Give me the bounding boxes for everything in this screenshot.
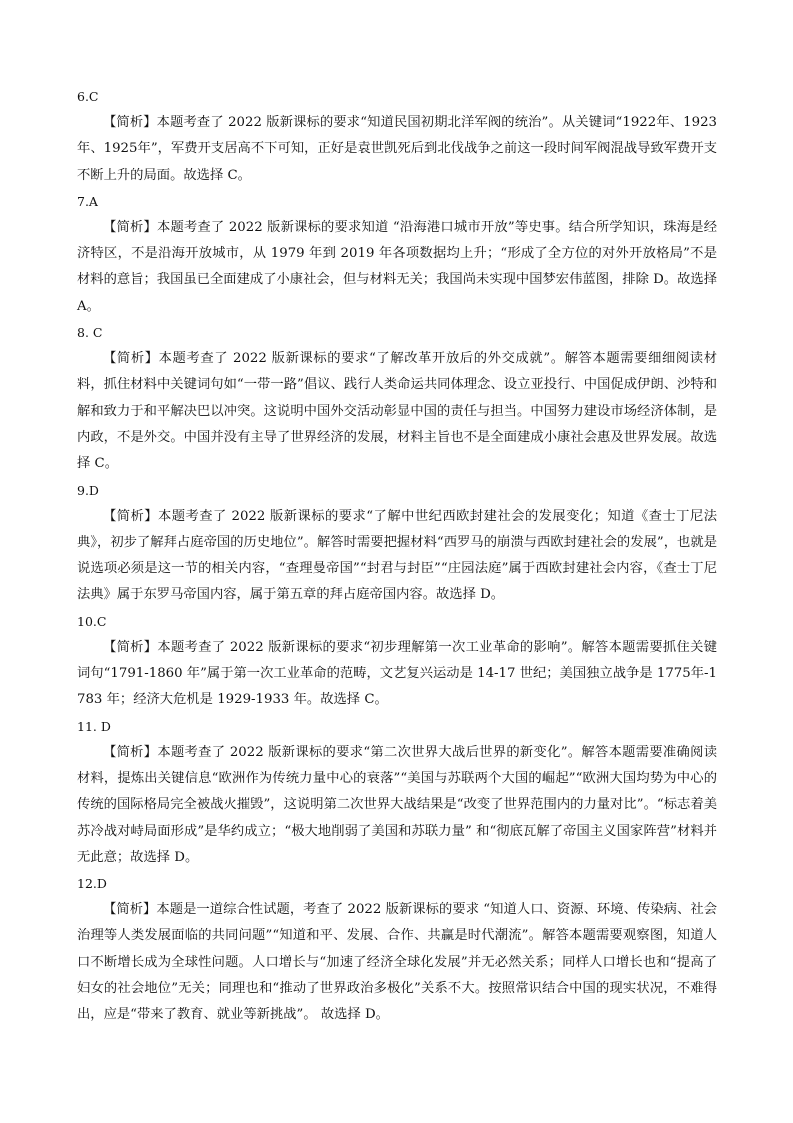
question-8-number: 8. C bbox=[77, 325, 103, 341]
question-11-analysis: 【简析】本题考查了 2022 版新课标的要求“第二次世界大战后世界的新变化”。解答本题需要准确阅读材料，提炼出关键信息“欧洲作为传统力量中心的衰落”“美国与苏联两个大国的崛起”“欧洲大国均势为中心的传统的国际格局完全被战火摧毁”，这说明第二次世界大战结果是“改变了世界范围内的力量对比”。“标志着美苏冷战对峙局面形成”是华约成立；“极大地削弱了美国和苏联力量” 和“彻底瓦解了帝国主义国家阵营”材料并无此意；故选择 D。 bbox=[77, 744, 717, 865]
question-11-number: 11. D bbox=[77, 718, 111, 734]
question-7-analysis: 【简析】本题考查了 2022 版新课标的要求知道 “沿海港口城市开放”等史事。结合所学知识，珠海是经济特区，不是沿海开放城市，从 1979 年到 2019 年各项数据均上升；“形成了全方位的对外开放格局”不是材料的意旨；我国虽已全面建成了小康社会，但与材料无关；我国尚未实现中国梦宏伟蓝图，排除 D。故选择 A。 bbox=[77, 219, 717, 314]
answer-analysis-list bbox=[77, 84, 717, 1029]
question-9-analysis: 【简析】本题考查了 2022 版新课标的要求“了解中世纪西欧封建社会的发展变化；知道《查士丁尼法典》，初步了解拜占庭帝国的历史地位”。解答时需要把握材料“西罗马的崩溃与西欧封建社会的发展”，也就是说选项必须是这一节的相关内容，“查理曼帝国”“封君与封臣”“庄园法庭”属于西欧封建社会内容，《查士丁尼法典》属于东罗马帝国内容，属于第五章的拜占庭帝国内容。故选择 D。 bbox=[77, 508, 717, 603]
question-10-number: 10.C bbox=[77, 613, 107, 629]
question-7-number: 7.A bbox=[77, 193, 98, 209]
question-10-analysis: 【简析】本题考查了 2022 版新课标的要求“初步理解第一次工业革命的影响”。解答本题需要抓住关键词句“1791-1860 年”属于第一次工业革命的范畴，文艺复兴运动是 14-17 世纪；美国独立战争是 1775年-1783 年；经济大危机是 1929-1933 年。故选择 C。 bbox=[77, 639, 717, 708]
question-6-number: 6.C bbox=[77, 89, 99, 104]
question-9-number: 9.D bbox=[77, 482, 99, 498]
question-6-analysis: 【简析】本题考查了 2022 版新课标的要求“知道民国初期北洋军阀的统治”。从关键词“1922年、1923年、1925年”，军费开支居高不下可知，正好是袁世凯死后到北伐战争之前这一段时间军阀混战导致军费开支不断上升的局面。故选择 C。 bbox=[77, 115, 717, 183]
question-8-analysis: 【简析】本题考查了 2022 版新课标的要求“了解改革开放后的外交成就”。解答本题需要细细阅读材料，抓住材料中关键词句如“一带一路”倡议、践行人类命运共同体理念、设立亚投行、中国促成伊朗、沙特和解和致力于和平解决巴以冲突。这说明中国外交活动彰显中国的责任与担当。中国努力建设市场经济体制，是内政，不是外交。中国并没有主导了世界经济的发展，材料主旨也不是全面建成小康社会惠及世界发展。故选择 C。 bbox=[77, 351, 717, 472]
question-12-number: 12.D bbox=[77, 876, 107, 892]
question-12-analysis: 【简析】本题是一道综合性试题，考查了 2022 版新课标的要求 “知道人口、资源、环境、传染病、社会治理等人类发展面临的共同问题”“知道和平、发展、合作、共赢是时代潮流”。解答本题需要观察图，知道人口不断增长成为全球性问题。人口增长与“加速了经济全球化发展”并无必然关系；同样人口增长也和“提高了妇女的社会地位”无关；同理也和“推动了世界政治多极化”关系不大。按照常识结合中国的现实状况，不难得出，应是“带来了教育、就业等新挑战”。 故选择 D。 bbox=[77, 902, 717, 1023]
